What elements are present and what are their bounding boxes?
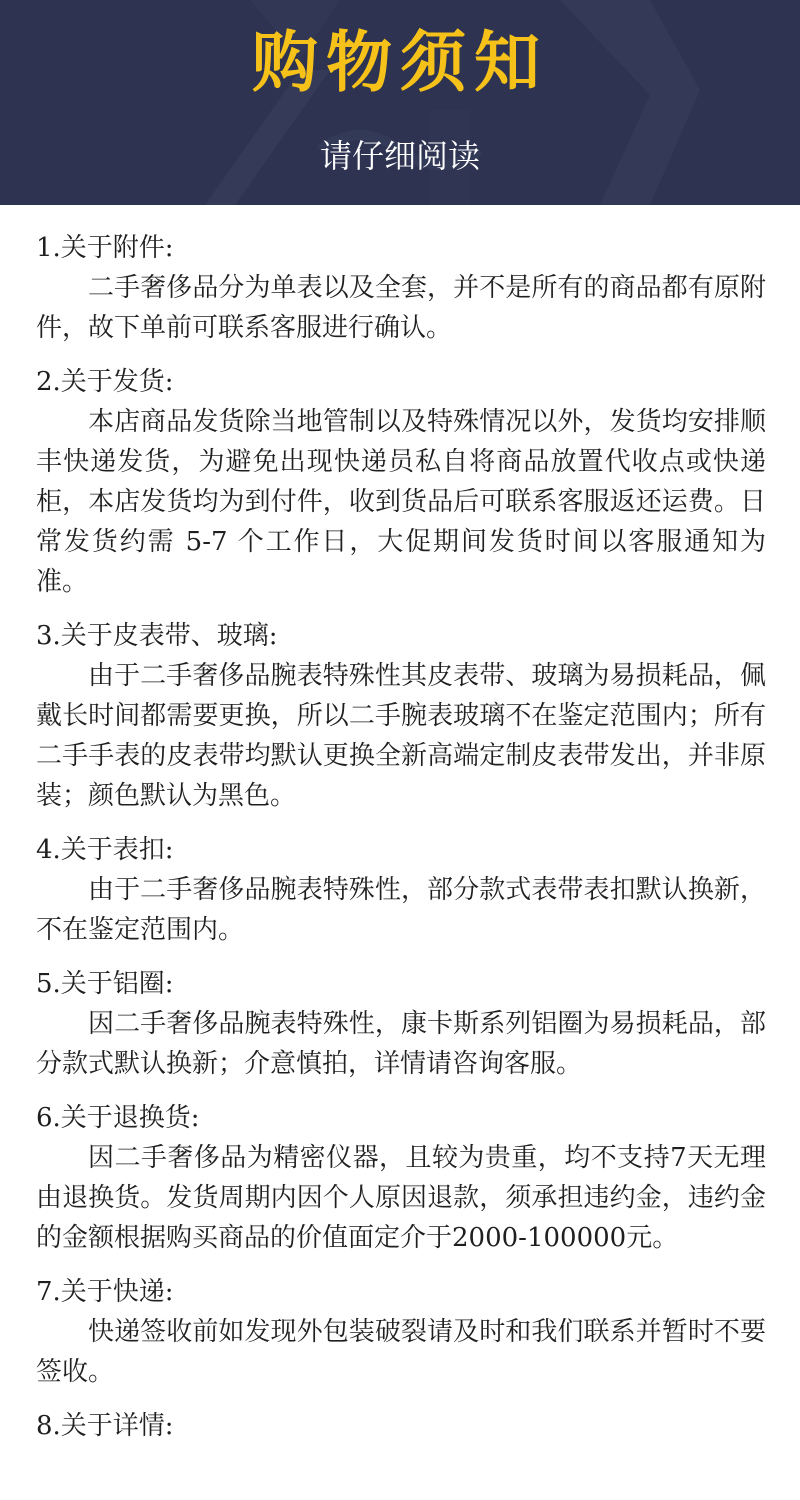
notice-content <box>36 228 766 1460</box>
section-heading: 2.关于发货: <box>36 367 174 397</box>
notice-section-bezel <box>36 964 766 1084</box>
section-body: 本店商品发货除当地管制以及特殊情况以外，发货均安排顺丰快递发货，为避免出现快递员私自将商品放置代收点或快递柜，本店发货均为到付件，收到货品后可联系客服返还运费。日常发货约需 5-7 个工作日，大促期间发货时间以客服通知为准。 <box>36 407 766 597</box>
section-body: 快递签收前如发现外包装破裂请及时和我们联系并暂时不要签收。 <box>36 1317 766 1387</box>
notice-section-returns <box>36 1098 766 1258</box>
section-body: 二手奢侈品分为单表以及全套，并不是所有的商品都有原附件，故下单前可联系客服进行确认。 <box>36 273 766 343</box>
section-heading: 5.关于铝圈: <box>36 969 174 999</box>
notice-section-strap-glass <box>36 616 766 816</box>
notice-section-clasp <box>36 830 766 950</box>
section-heading: 4.关于表扣: <box>36 835 174 865</box>
section-heading: 3.关于皮表带、玻璃: <box>36 621 278 651</box>
section-body: 由于二手奢侈品腕表特殊性其皮表带、玻璃为易损耗品，佩戴长时间都需要更换，所以二手腕表玻璃不在鉴定范围内；所有二手手表的皮表带均默认更换全新高端定制皮表带发出，并非原装；颜色默认为黑色。 <box>36 661 766 811</box>
page-subtitle: 请仔细阅读 <box>319 137 480 175</box>
section-heading: 6.关于退换货: <box>36 1103 200 1133</box>
section-heading: 7.关于快递: <box>36 1277 174 1307</box>
notice-section-courier <box>36 1272 766 1392</box>
section-heading: 8.关于详情: <box>36 1411 174 1441</box>
section-body: 由于二手奢侈品腕表特殊性，部分款式表带表扣默认换新，不在鉴定范围内。 <box>36 875 766 945</box>
section-body: 因二手奢侈品腕表特殊性，康卡斯系列铝圈为易损耗品，部分款式默认换新；介意慎拍，详情请咨询客服。 <box>36 1009 766 1079</box>
page-title: 购物须知 <box>252 24 548 101</box>
notice-section-details <box>36 1406 766 1446</box>
section-body: 因二手奢侈品为精密仪器，且较为贵重，均不支持7天无理由退换货。发货周期内因个人原因退款，须承担违约金，违约金的金额根据购买商品的价值面定介于2000-100000元。 <box>36 1143 766 1253</box>
section-heading: 1.关于附件: <box>36 233 174 263</box>
notice-header-banner <box>0 0 800 205</box>
notice-section-accessories <box>36 228 766 348</box>
notice-section-shipping <box>36 362 766 602</box>
